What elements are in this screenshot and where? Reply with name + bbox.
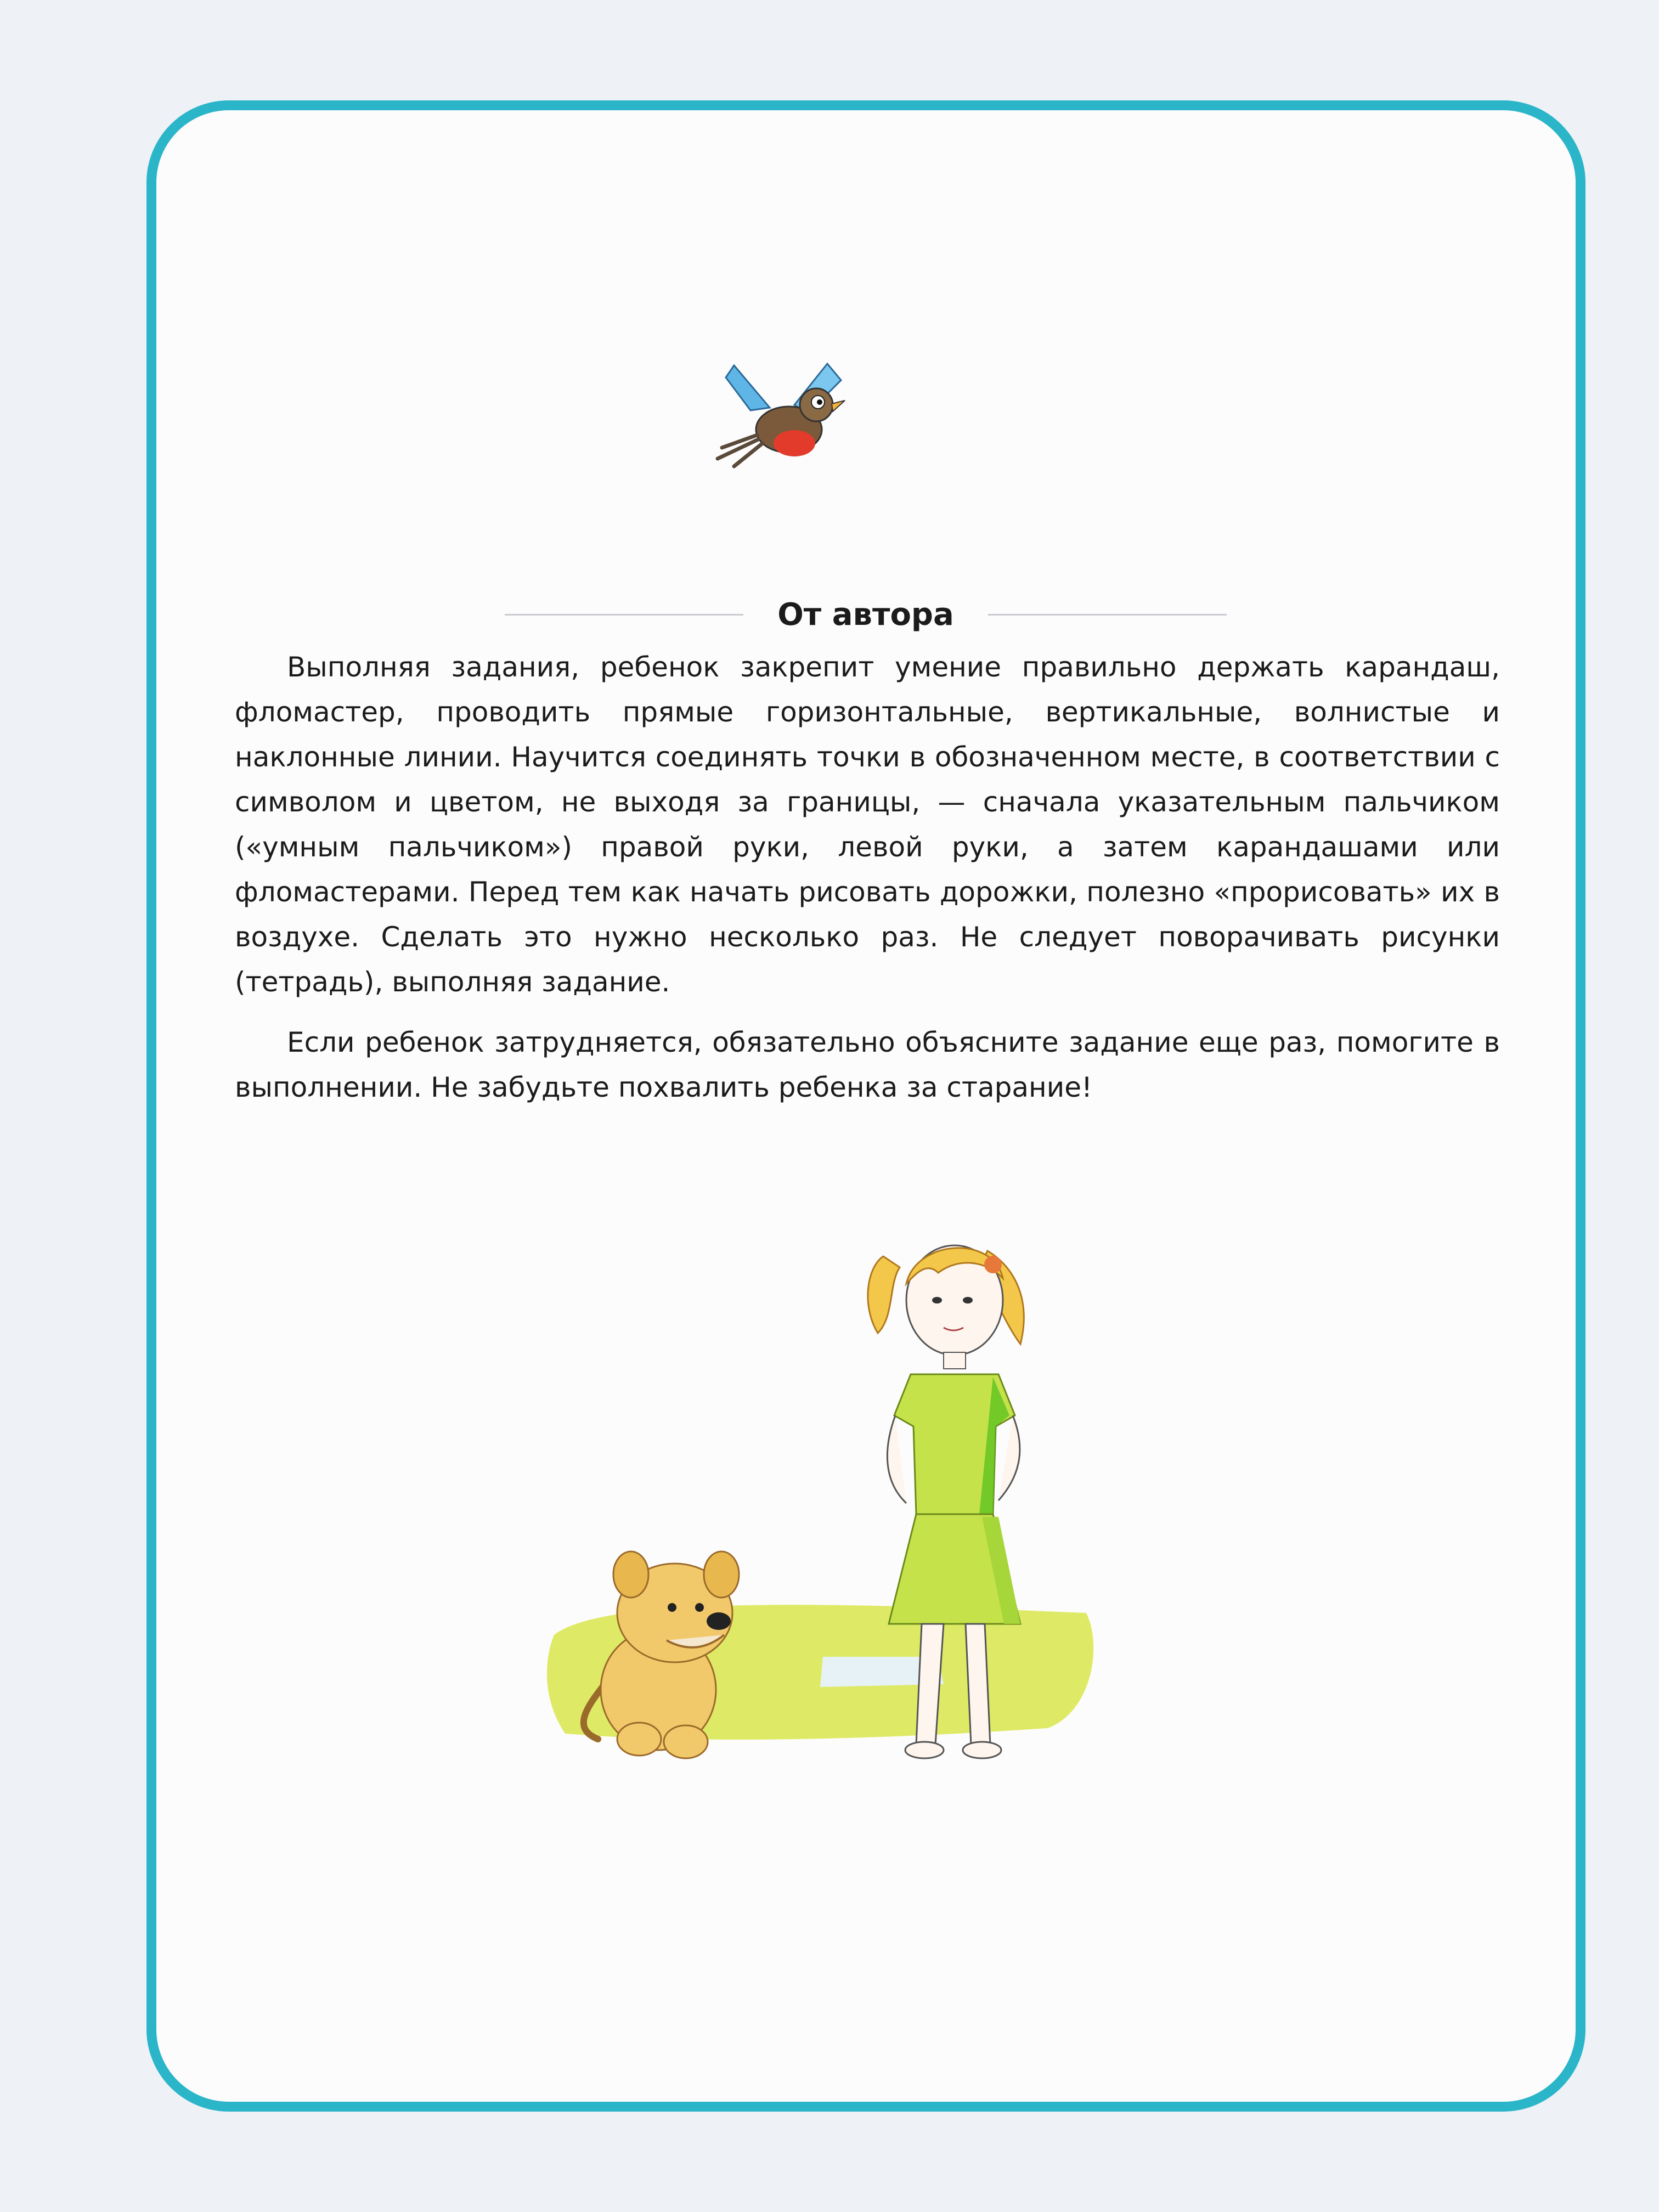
paragraph: Выполняя задания, ребенок закрепит умение правильно держать карандаш, фломастер, проводить прямые горизонтальные, вертикальные, волнистые и наклонные линии. Научится соединять точки в обозначенном месте, в соответствии с символом и цветом, не выходя за границы, — сначала указательным пальчиком («умным пальчиком») правой руки, левой руки, а затем карандашами или фломастерами. Перед тем как начать рисовать дорожки, полезно «прорисовать» их в воздухе. Сделать это нужно несколько раз. Не следует поворачивать рисунки (тетрадь), выполняя задание. <box>235 651 1500 998</box>
bird-illustration <box>712 361 860 471</box>
author-note <box>235 645 1500 1110</box>
heading-row <box>505 592 1227 636</box>
heading-rule-left <box>505 614 743 616</box>
section-heading: От автора <box>777 596 954 633</box>
girl-and-dog-illustration <box>538 1218 1114 1876</box>
heading-rule-right <box>988 614 1227 616</box>
paragraph: Если ребенок затрудняется, обязательно объясните задание еще раз, помогите в выполнении. Не забудьте похвалить ребенка за старание! <box>235 1026 1500 1103</box>
